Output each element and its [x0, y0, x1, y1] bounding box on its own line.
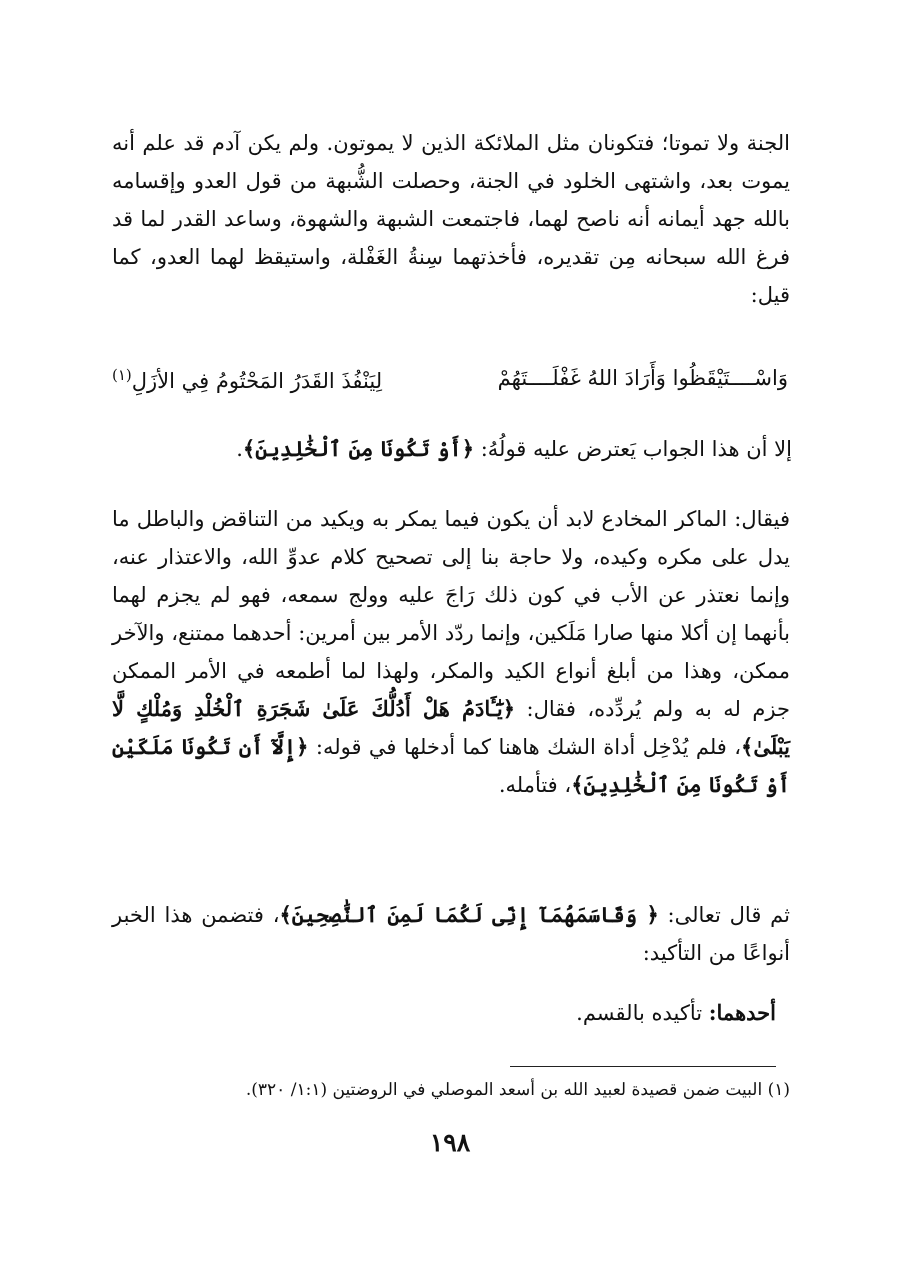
- first-emphasis-line: [576, 1000, 776, 1025]
- oath-verse: ﴿ وَقَاسَمَهُمَآ إِنِّى لَكُمَا لَمِنَ ٱلنَّٰصِحِينَ﴾: [279, 902, 659, 927]
- poem-second-hemistich-wrap: [112, 366, 382, 393]
- objection-end: .: [236, 437, 243, 461]
- footnote: (١) البيت ضمن قصيدة لعبيد الله بن أسعد الموصلي في الروضتين (١:١/ ٣٢٠).: [245, 1080, 790, 1100]
- answer-verse-a: ﴿يَٰٓـَٔادَمُ هَلْ أَدُلُّكَ عَلَىٰ شَجَرَةِ ٱلْخُلْدِ وَمُلْكٍ لَّا يَبْلَىٰ﴾: [112, 696, 790, 759]
- footnote-separator: [510, 1066, 776, 1067]
- first-emphasis-label: أحدهما:: [708, 1000, 776, 1025]
- poem-second-hemistich: لِيَنْفُذَ القَدَرُ المَحْتُومُ فِي الأزَلِ: [131, 369, 383, 393]
- poem-verse: [112, 366, 802, 406]
- first-emphasis-text: تأكيده بالقسم.: [576, 1001, 703, 1025]
- objection-verse: ﴿أَوْ تَكُونَا مِنَ ٱلْخَٰلِدِينَ﴾: [242, 436, 475, 461]
- oath-text-b: ، فتضمن هذا الخبر أنواعًا من التأكيد:: [112, 903, 790, 965]
- page-number: ١٩٨: [429, 1128, 471, 1157]
- oath-text-a: ثم قال تعالى:: [667, 903, 790, 927]
- oath-paragraph: [112, 896, 790, 972]
- objection-text: إلا أن هذا الجواب يَعترض عليه قولُهُ:: [480, 437, 792, 461]
- answer-text-c: ، فتأمله.: [498, 773, 572, 797]
- answer-text-a: فيقال: الماكر المخادع لابد أن يكون فيما يمكر به ويكيد من التناقض والباطل ما يدل على مكره وكيده، ولا حاجة بنا إلى تصحيح كلام عدوِّ الله، والاعتذار عنه، وإنما نعتذر عن الأب في كون ذلك رَاجَ عليه وولج سمعه، فهو لم يجزم لهما بأنهما إن أكلا منها صارا مَلَكين، وإنما ردّد الأمر بين أمرين: أحدهما ممتنع، والآخر ممكن، وهذا من أبلغ أنواع الكيد والمكر، ولهذا لما أطمعه في الأمر الممكن جزم له به ولم يُردِّده، فقال:: [112, 507, 790, 721]
- answer-text-b: ، فلم يُدْخِل أداة الشك هاهنا كما أدخلها في قوله:: [315, 735, 742, 759]
- poem-first-hemistich: وَاسْــــتَيْقَظُوا وَأَرَادَ اللهُ غَفْلَــــتَهُمْ: [497, 366, 788, 390]
- answer-paragraph: [112, 500, 790, 804]
- footnote-marker: (١): [112, 366, 132, 384]
- intro-paragraph: الجنة ولا تموتا؛ فتكونان مثل الملائكة الذين لا يموتون. ولم يكن آدم قد علم أنه يموت بعد، واشتهى الخلود في الجنة، وحصلت الشُّبهة من قول العدو وإقسامه بالله جهد أيمانه أنه ناصح لهما، فاجتمعت الشبهة والشهوة، وساعد القدر لما قد فرغ الله سبحانه مِن تقديره، فأخذتهما سِنةُ الغَفْلة، واستيقظ لهما العدو، كما قيل:: [112, 131, 790, 307]
- answer-verse-b: ﴿إِلَّآ أَن تَكُونَا مَلَكَيْنِ أَوْ تَكُونَا مِنَ ٱلْخَٰلِدِينَ﴾: [112, 734, 790, 797]
- objection-line: [236, 436, 792, 461]
